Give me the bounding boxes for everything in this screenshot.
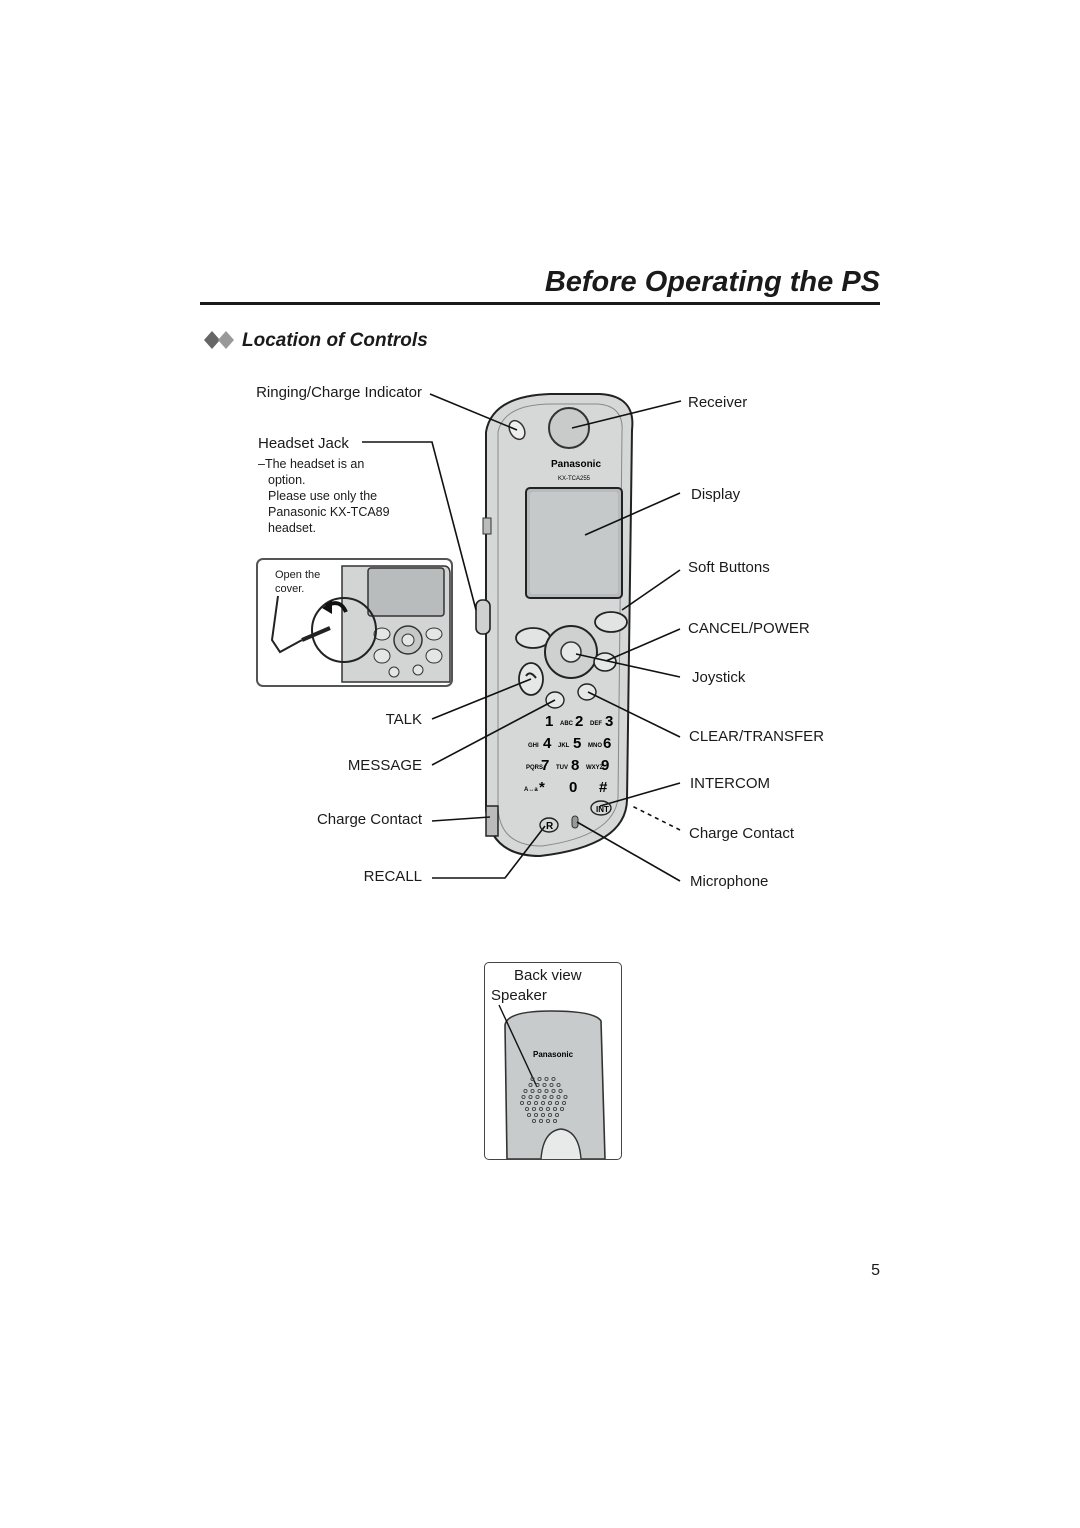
headset-inset <box>256 558 453 687</box>
label-recall: RECALL <box>363 868 422 885</box>
key-letters: GHI <box>528 743 539 749</box>
page-number: 5 <box>871 1262 880 1279</box>
back-view-brand: Panasonic <box>533 1050 574 1059</box>
label-clear-transfer: CLEAR/TRANSFER <box>689 728 825 745</box>
section-title: Location of Controls <box>242 330 428 351</box>
back-view-panel <box>484 962 622 1160</box>
headset-note-3: Please use only the <box>268 489 378 503</box>
recall-key-label: R <box>546 821 554 832</box>
key-0: 0 <box>569 779 578 796</box>
key-letters: DEF <box>590 721 602 727</box>
label-receiver: Receiver <box>688 394 748 411</box>
label-soft-buttons: Soft Buttons <box>688 559 770 576</box>
key-8: 8 <box>571 757 580 774</box>
key-star: * <box>539 779 545 796</box>
inset-note-1: Open the <box>275 569 321 581</box>
page-title: Before Operating the PS <box>544 266 880 298</box>
label-intercom: INTERCOM <box>690 775 770 792</box>
key-4: 4 <box>543 735 552 752</box>
key-letters: WXYZ <box>586 765 604 771</box>
phone-model-label: KX-TCA255 <box>558 476 591 482</box>
key-letters: A↔a <box>524 787 538 793</box>
label-joystick: Joystick <box>692 669 746 686</box>
back-view-speaker-label: Speaker <box>491 987 547 1004</box>
headset-note-2: option. <box>268 473 306 487</box>
key-letters: TUV <box>556 765 568 771</box>
key-hash: # <box>599 779 608 796</box>
key-1: 1 <box>545 713 554 730</box>
label-microphone: Microphone <box>690 873 769 890</box>
intercom-key-label: INT <box>596 805 609 814</box>
label-cancel-power: CANCEL/POWER <box>688 620 810 637</box>
key-7: 7 <box>541 757 550 774</box>
key-6: 6 <box>603 735 612 752</box>
key-letters: PQRS <box>526 765 544 771</box>
label-ringing-charge-indicator: Ringing/Charge Indicator <box>256 384 422 401</box>
back-view-title: Back view <box>514 967 582 984</box>
headset-note-4: Panasonic KX-TCA89 <box>268 505 390 519</box>
label-message: MESSAGE <box>347 757 422 774</box>
headset-note-5: headset. <box>268 521 316 535</box>
label-display: Display <box>691 486 741 503</box>
headset-note-1: –The headset is an <box>258 457 365 471</box>
inset-note-2: cover. <box>275 583 305 595</box>
label-headset-jack: Headset Jack <box>258 435 349 452</box>
back-view-illustration <box>485 963 621 1159</box>
inset-illustration <box>258 560 451 685</box>
label-talk: TALK <box>385 711 422 728</box>
key-letters: ABC <box>560 721 573 727</box>
key-9: 9 <box>601 757 610 774</box>
key-5: 5 <box>573 735 582 752</box>
key-2: 2 <box>575 713 584 730</box>
label-charge-contact-right: Charge Contact <box>689 825 795 842</box>
phone-brand-logo: Panasonic <box>551 459 602 470</box>
key-letters: MNO <box>588 743 602 749</box>
key-3: 3 <box>605 713 614 730</box>
label-charge-contact-left: Charge Contact <box>316 811 422 828</box>
key-letters: JKL <box>558 743 570 749</box>
